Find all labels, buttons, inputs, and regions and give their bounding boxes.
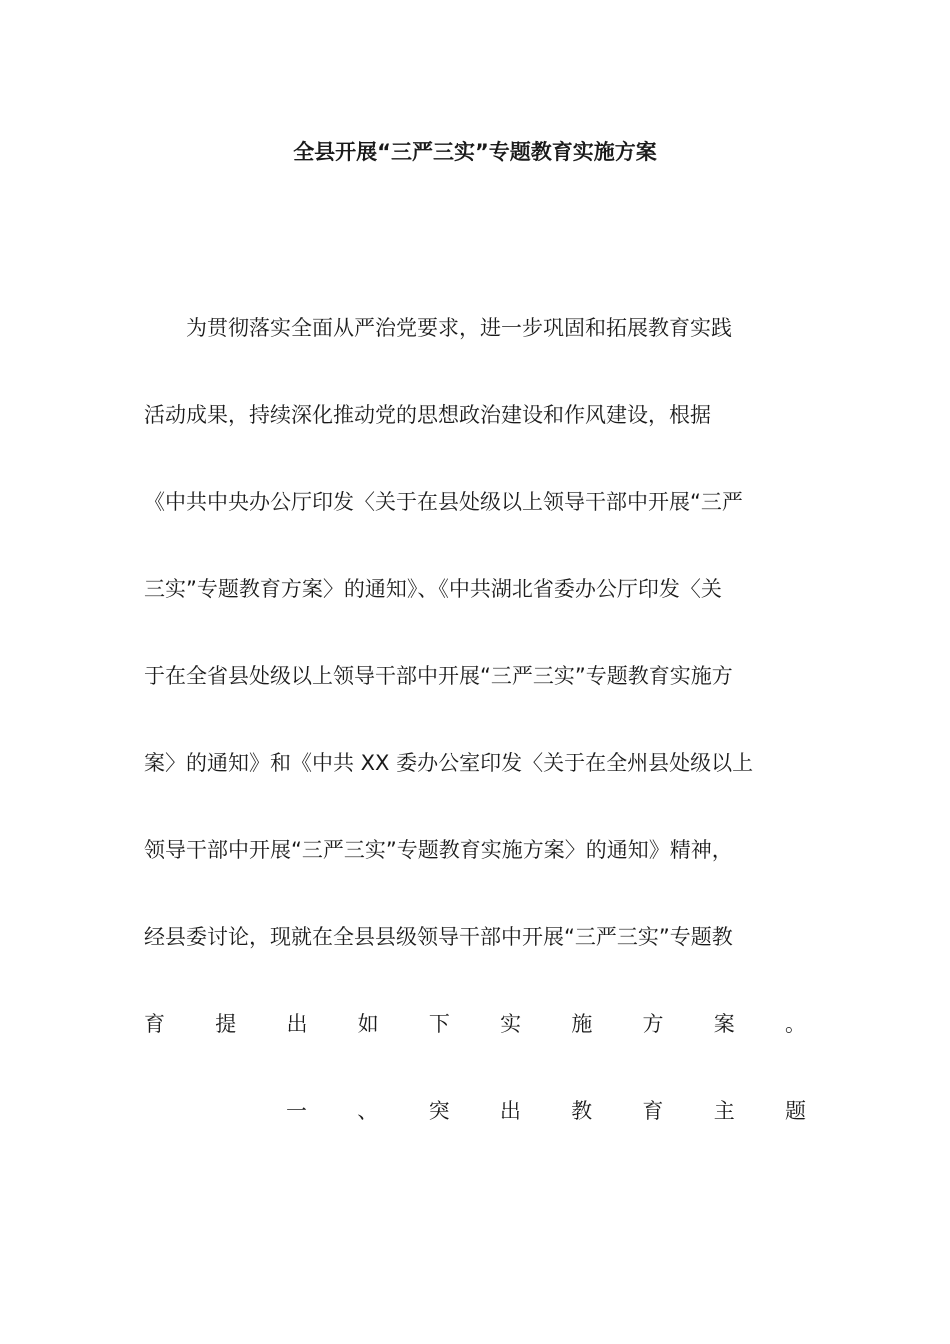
paragraph-line-5: 于在全省县处级以上领导干部中开展“三严三实”专题教育实施方 xyxy=(144,664,733,688)
char: 出 xyxy=(286,1012,308,1036)
char: 、 xyxy=(357,1099,379,1123)
char: 一 xyxy=(286,1099,307,1123)
paragraph-line-3: 《中共中央办公厅印发〈关于在县处级以上领导干部中开展“三严 xyxy=(144,490,743,514)
paragraph-line-8: 经县委讨论，现就在全县县级领导干部中开展“三严三实”专题教 xyxy=(144,925,733,949)
char: 出 xyxy=(499,1099,521,1123)
char: 施 xyxy=(571,1012,593,1036)
document-title: 全县开展“三严三实”专题教育实施方案 xyxy=(293,140,657,164)
char: 主 xyxy=(713,1099,735,1123)
paragraph-line-2: 活动成果，持续深化推动党的思想政治建设和作风建设，根据 xyxy=(144,403,711,427)
char: 提 xyxy=(215,1012,237,1036)
char: 实 xyxy=(500,1012,522,1036)
char: 方 xyxy=(642,1012,664,1036)
char: 育 xyxy=(144,1012,165,1036)
paragraph-last-line xyxy=(144,1006,806,1042)
paragraph-line-6: 案〉的通知》和《中共 XX 委办公室印发〈关于在全州县处级以上 xyxy=(144,751,754,775)
char: 。 xyxy=(784,1012,806,1036)
char: 题 xyxy=(784,1099,806,1123)
char: 下 xyxy=(428,1012,450,1036)
char: 教 xyxy=(571,1099,593,1123)
section-heading xyxy=(286,1093,806,1129)
paragraph-line-7: 领导干部中开展“三严三实”专题教育实施方案〉的通知》精神， xyxy=(144,838,733,862)
char: 突 xyxy=(428,1099,450,1123)
paragraph-line-1: 为贯彻落实全面从严治党要求，进一步巩固和拓展教育实践 xyxy=(144,316,732,340)
char: 案 xyxy=(713,1012,735,1036)
char: 如 xyxy=(357,1012,379,1036)
paragraph-line-4: 三实”专题教育方案〉的通知》、《中共湖北省委办公厅印发〈关 xyxy=(144,577,722,601)
char: 育 xyxy=(642,1099,664,1123)
